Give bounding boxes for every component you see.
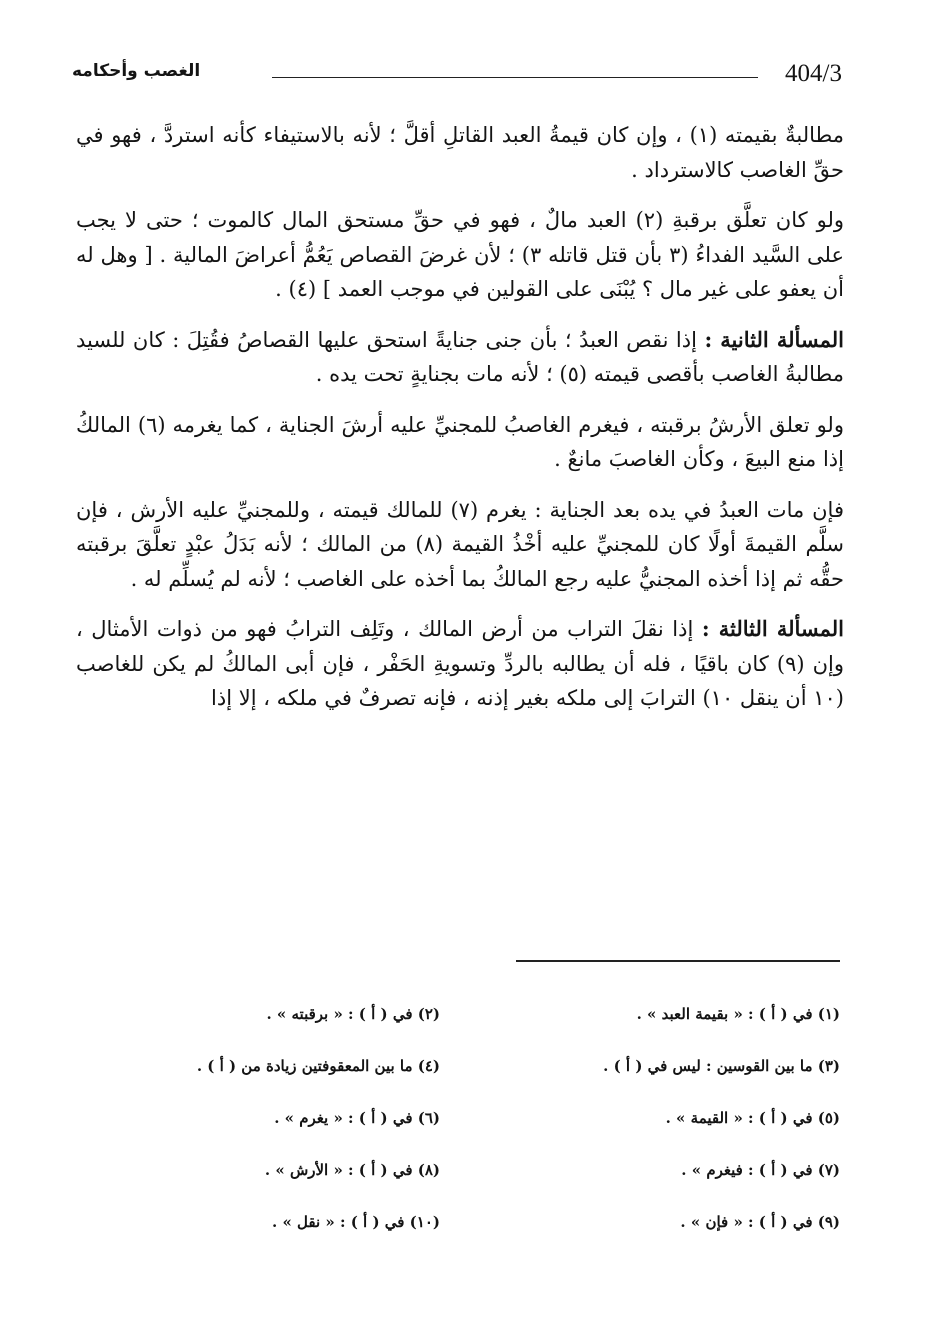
paragraph-text: ولو تعلق الأرشُ برقبته ، فيغرم الغاصبُ للمجنيِّ عليه أرشَ الجناية ، كما يغرمه (٦) المالكُ إذا منع البيعَ ، وكأن الغاصبَ مانعٌ . bbox=[76, 412, 844, 471]
page-number: 404/3 bbox=[785, 60, 842, 87]
footnote: (٣) ما بين القوسين : ليس في ( أ ) . bbox=[603, 1057, 840, 1075]
running-header bbox=[72, 60, 842, 92]
paragraph-text: إذا نقلَ التراب من أرض المالك ، وتَلِف الترابُ فهو من ذوات الأمثال ، وإن (٩) كان باقيًا ، فله أن يطالبه بالردِّ وتسويةِ الحَفْر ، فإن أبى المالكُ لم يكن للغاصب (١٠ أن ينقل ١٠) الترابَ إلى ملكه بغير إذنه ، فإنه تصرفٌ في ملكه ، إلا إذا bbox=[76, 617, 845, 710]
paragraph bbox=[76, 118, 844, 187]
footnote-separator bbox=[516, 960, 840, 962]
paragraph-text: فإن مات العبدُ في يده بعد الجناية : يغرم (٧) للمالك قيمته ، وللمجنيِّ عليه الأرش ، فإن سلَّم القيمةَ أولًا كان للمجنيِّ عليه أخْذُ القيمة (٨) من المالك ؛ لأنه بَدَلُ عبْدٍ تعلَّقَ برقبته حقُّه ثم إذا أخذه المجنيُّ عليه رجع المالكُ بما أخذه على الغاصب ؛ لأنه لم يُسلِّم له . bbox=[76, 497, 844, 591]
paragraph-text: مطالبةٌ بقيمته (١) ، وإن كان قيمةُ العبد القاتلِ أقلَّ ؛ لأنه بالاستيفاء كأنه استردَّ ، فهو في حقِّ الغاصب كالاسترداد . bbox=[76, 123, 845, 182]
paragraph bbox=[76, 612, 844, 716]
footnotes bbox=[80, 988, 840, 1248]
running-title: الغصب وأحكامه bbox=[72, 61, 201, 81]
section-heading: المسألة الثالثة : bbox=[701, 616, 845, 641]
footnote: (٢) في ( أ ) : « برقبته » . bbox=[266, 1005, 440, 1023]
footnote: (٥) في ( أ ) : « القيمة » . bbox=[665, 1109, 840, 1127]
paragraph bbox=[76, 323, 844, 392]
footnote: (٩) في ( أ ) : « فإن » . bbox=[680, 1213, 840, 1231]
main-text bbox=[76, 118, 844, 732]
paragraph-text: ولو كان تعلَّق برقبةِ (٢) العبد مالٌ ، فهو في حقِّ مستحق المال كالموت ؛ حتى لا يجب على السَّيد الفداءُ (٣ بأن قتل قاتله ٣) ؛ لأن غرضَ القصاص يَعُمُّ أعراضَ المالية . [ وهل له أن يعفو على غير مال ؟ يُبْنَى على القولين في موجب العمد ] (٤) . bbox=[76, 208, 845, 301]
footnote: (٧) في ( أ ) : فيغرم » . bbox=[681, 1161, 840, 1179]
footnote: (١٠) في ( أ ) : « نقل » . bbox=[272, 1213, 440, 1231]
paragraph-text: إذا نقص العبدُ ؛ بأن جنى جنايةً استحق عليها القصاصُ فقُتِلَ : كان للسيد مطالبةُ الغاصب بأقصى قيمته (٥) ؛ لأنه مات بجنايةٍ تحت يده . bbox=[76, 327, 844, 386]
paragraph bbox=[76, 408, 844, 477]
footnote: (١) في ( أ ) : « بقيمة العبد » . bbox=[636, 1005, 840, 1023]
footnote: (٦) في ( أ ) : « يغرم » . bbox=[274, 1109, 440, 1127]
footnote: (٨) في ( أ ) : « الأرش » . bbox=[264, 1161, 440, 1179]
header-rule bbox=[272, 77, 758, 78]
paragraph bbox=[76, 203, 844, 307]
section-heading: المسألة الثانية : bbox=[704, 326, 844, 352]
paragraph bbox=[76, 493, 844, 597]
footnote: (٤) ما بين المعقوفتين زيادة من ( أ ) . bbox=[196, 1057, 440, 1075]
